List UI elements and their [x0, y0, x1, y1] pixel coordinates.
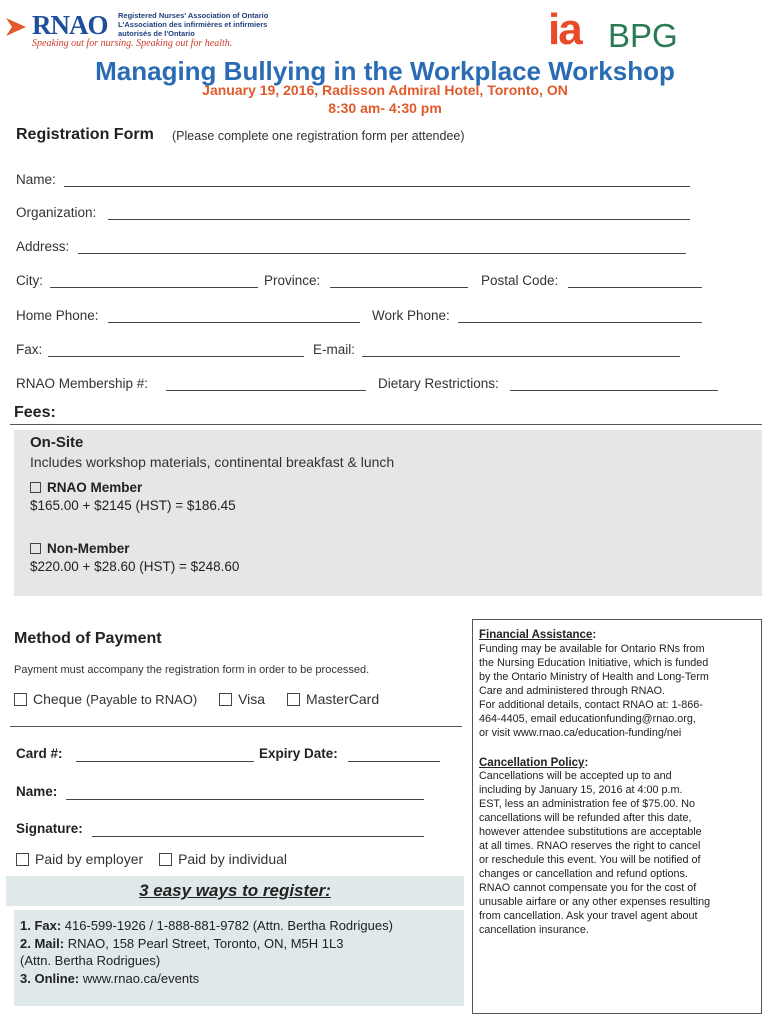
register-banner [6, 876, 464, 906]
dietary-field[interactable] [510, 390, 718, 391]
register-online[interactable]: 3. Online: www.rnao.ca/events [20, 970, 200, 986]
card-number-field[interactable] [76, 761, 254, 762]
work-phone-label: Work Phone: [372, 308, 450, 323]
payment-divider [10, 726, 462, 727]
cancellation-policy-text: Cancellations will be accepted up to and including by January 15, 2016 at 4:00 p.m. EST, less an administration fee of $75.00. No cancellations will be refunded after this date, however attendee substitutions are acceptable at all times. RNAO reserves the right to cancel or reschedule this event. You will be notified of changes or cancellation and refund options. RNAO cannot compensate you for the cost of unusable airfare or any other expenses resulting from cancellation. Ask your travel agent about cancellation insurance. [479, 770, 711, 936]
onsite-description: Includes workshop materials, continental breakfast & lunch [30, 454, 395, 470]
postal-code-label: Postal Code: [481, 273, 559, 288]
registration-note: (Please complete one registration form per attendee) [172, 129, 465, 143]
paid-by-individual-checkbox[interactable] [159, 853, 172, 866]
paid-by-individual-option[interactable]: Paid by individual [159, 851, 287, 867]
card-number-label: Card #: [16, 746, 63, 761]
non-member-price: $220.00 + $28.60 (HST) = $248.60 [30, 559, 240, 574]
cardholder-name-field[interactable] [66, 799, 424, 800]
financial-assistance-heading: Financial Assistance: [479, 629, 597, 641]
expiry-date-field[interactable] [348, 761, 440, 762]
postal-code-field[interactable] [568, 287, 702, 288]
city-field[interactable] [50, 287, 258, 288]
address-label: Address: [16, 239, 70, 254]
workshop-time: 8:30 am- 4:30 pm [328, 100, 442, 116]
mastercard-option[interactable]: MasterCard [287, 691, 379, 707]
name-label: Name: [16, 172, 56, 187]
paid-by-employer-option[interactable]: Paid by employer [16, 851, 143, 867]
rnao-tagline: Speaking out for nursing. Speaking out for health. [32, 38, 233, 49]
rnao-member-price: $165.00 + $2145 (HST) = $186.45 [30, 498, 236, 513]
ia-bpg-logo [548, 6, 688, 54]
home-phone-field[interactable] [108, 322, 360, 323]
cheque-option[interactable]: Cheque (Payable to RNAO) [14, 691, 197, 707]
onsite-title: On-Site [30, 434, 84, 451]
organization-field[interactable] [108, 219, 690, 220]
ia-wordmark: ia [548, 5, 581, 54]
workshop-title: Managing Bullying in the Workplace Workshop [95, 56, 675, 86]
organization-label: Organization: [16, 205, 97, 220]
rnao-association-name: Registered Nurses' Association of Ontario L'Association des infirmières et infirmiers autorisés de l'Ontario [118, 11, 269, 38]
payment-note: Payment must accompany the registration form in order to be processed. [14, 664, 370, 676]
register-fax: 1. Fax: 416-599-1926 / 1-888-881-9782 (Attn. Bertha Rodrigues) [20, 918, 393, 933]
rnao-member-option[interactable]: RNAO Member [30, 480, 142, 495]
work-phone-field[interactable] [458, 322, 702, 323]
rnao-wordmark: RNAO [32, 10, 108, 40]
city-label: City: [16, 273, 43, 288]
register-methods [20, 917, 393, 987]
visa-checkbox[interactable] [219, 693, 232, 706]
province-field[interactable] [330, 287, 468, 288]
visa-option[interactable]: Visa [219, 691, 265, 707]
cheque-checkbox[interactable] [14, 693, 27, 706]
rnao-flag-icon [6, 16, 28, 38]
register-mail: 2. Mail: RNAO, 158 Pearl Street, Toronto, ON, M5H 1L3 [20, 935, 344, 951]
financial-assistance-text: Funding may be available for Ontario RNs from the Nursing Education Initiative, which is funded by the Ontario Ministry of Health and Long-Term Care and administered through RNAO. For additional details, contact RNAO at: 1-866- 464-4405, email educationfunding@rnao.org, or visit www.rnao.ca/education-funding/nei [479, 643, 709, 739]
email-label: E-mail: [313, 342, 356, 357]
province-label: Province: [264, 273, 321, 288]
payment-heading: Method of Payment [14, 630, 162, 647]
signature-field[interactable] [92, 836, 424, 837]
signature-label: Signature: [16, 821, 83, 836]
fees-heading: Fees: [14, 404, 56, 421]
name-field[interactable] [64, 186, 690, 187]
fees-divider [10, 424, 762, 425]
membership-field[interactable] [166, 390, 366, 391]
non-member-option[interactable]: Non-Member [30, 541, 130, 556]
bpg-wordmark: BPG [608, 17, 678, 54]
date-location: January 19, 2016, Radisson Admiral Hotel, Toronto, ON [202, 82, 568, 98]
registration-heading: Registration Form [16, 126, 154, 143]
mastercard-checkbox[interactable] [287, 693, 300, 706]
register-mail-attn: (Attn. Bertha Rodrigues) [20, 953, 161, 968]
non-member-checkbox[interactable] [30, 543, 41, 554]
fax-label: Fax: [16, 342, 43, 357]
rnao-member-checkbox[interactable] [30, 482, 41, 493]
email-field[interactable] [362, 356, 680, 357]
expiry-date-label: Expiry Date: [259, 746, 338, 761]
cardholder-name-label: Name: [16, 784, 58, 799]
payment-options [14, 691, 397, 707]
dietary-label: Dietary Restrictions: [378, 376, 499, 391]
rnao-logo [6, 6, 306, 50]
home-phone-label: Home Phone: [16, 308, 99, 323]
register-banner-text: 3 easy ways to register: [139, 881, 331, 900]
payer-options [16, 851, 287, 867]
membership-label: RNAO Membership #: [16, 376, 149, 391]
fax-field[interactable] [48, 356, 304, 357]
paid-by-employer-checkbox[interactable] [16, 853, 29, 866]
cancellation-policy-heading: Cancellation Policy: [479, 757, 589, 769]
address-field[interactable] [78, 253, 686, 254]
